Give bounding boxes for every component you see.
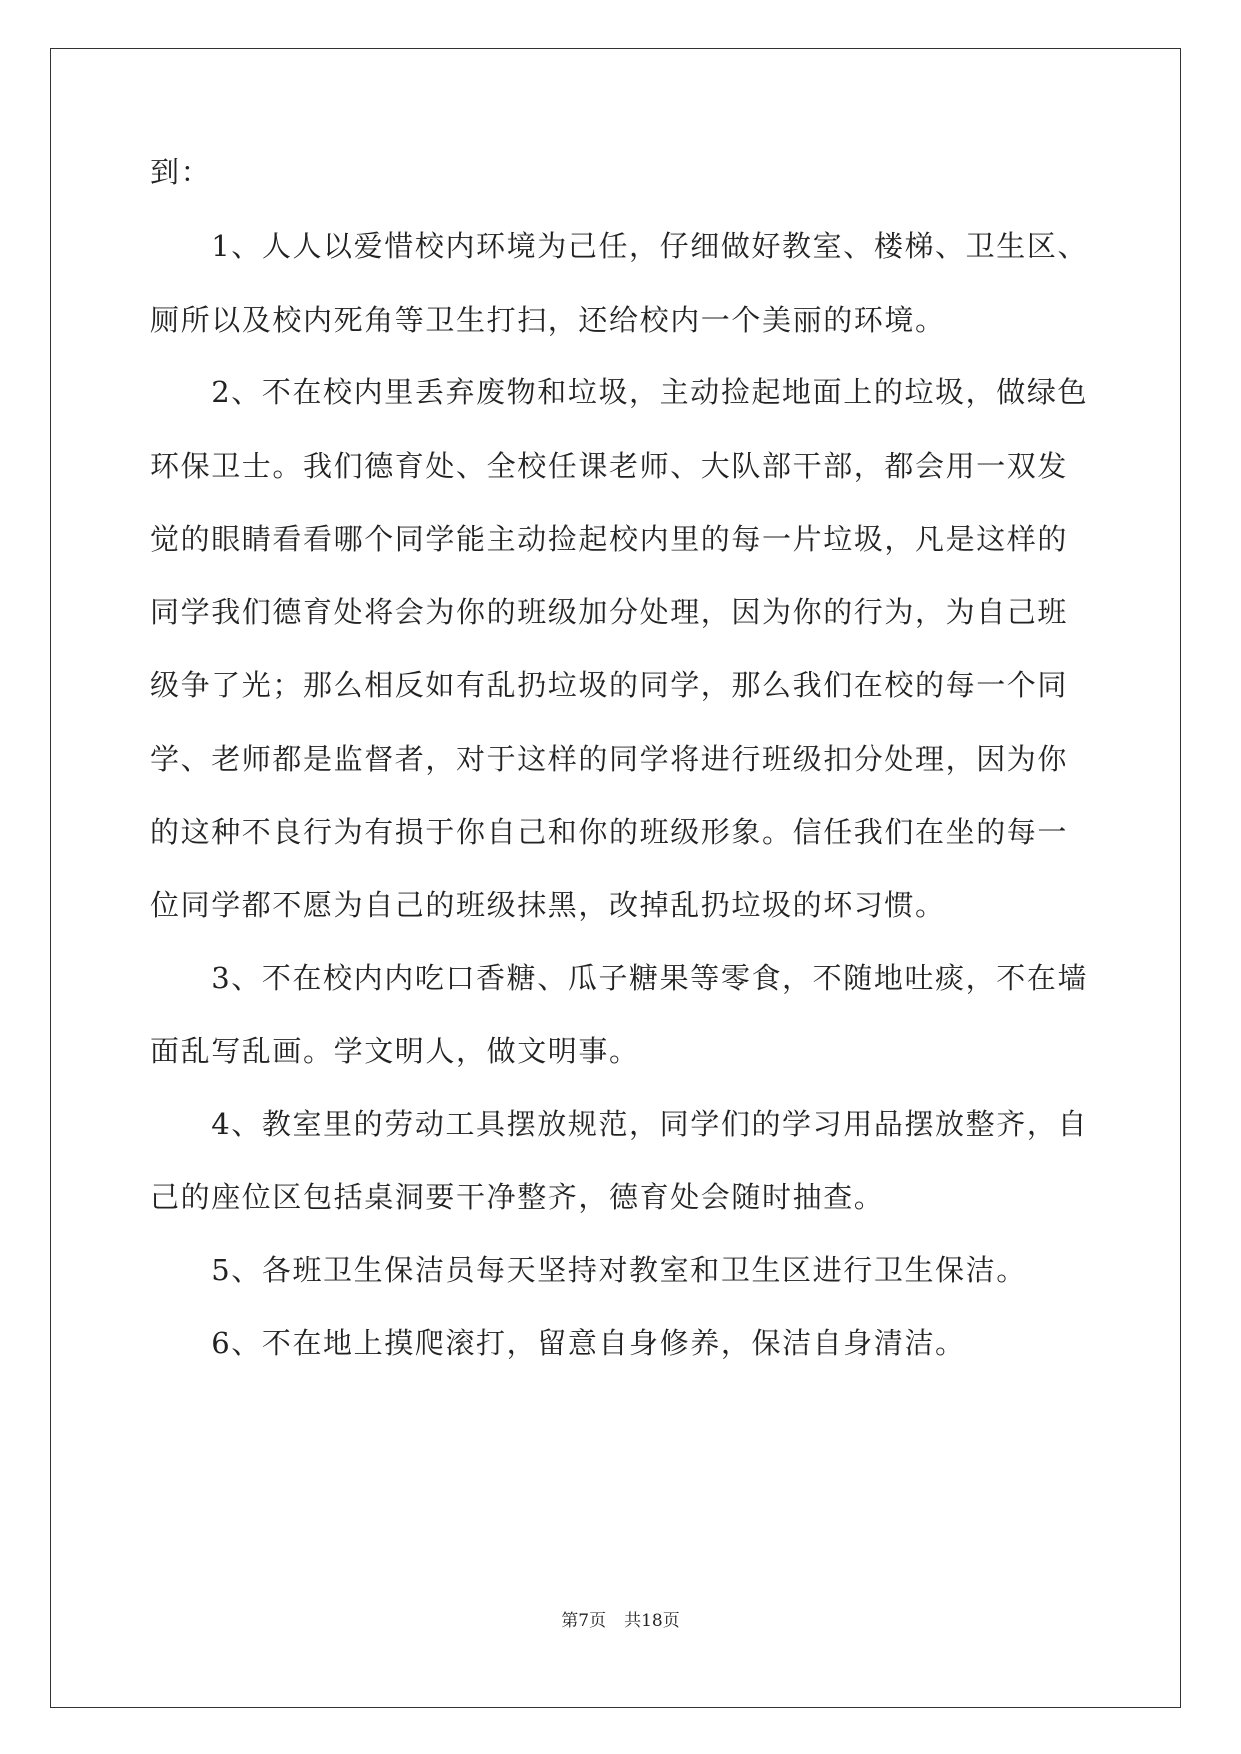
text-line: 2、不在校内里丢弃废物和垃圾，主动捡起地面上的垃圾，做绿色	[150, 375, 1089, 409]
text-line: 6、不在地上摸爬滚打，留意自身修养，保洁自身清洁。	[150, 1326, 966, 1360]
text-line: 环保卫士。我们德育处、全校任课老师、大队部干部，都会用一双发	[150, 449, 1069, 483]
text-line: 级争了光；那么相反如有乱扔垃圾的同学，那么我们在校的每一个同	[150, 668, 1069, 702]
text-line: 5、各班卫生保洁员每天坚持对教室和卫生区进行卫生保洁。	[150, 1253, 1027, 1287]
text-line: 学、老师都是监督者，对于这样的同学将进行班级扣分处理，因为你	[150, 742, 1069, 776]
text-line: 同学我们德育处将会为你的班级加分处理，因为你的行为，为自己班	[150, 595, 1069, 629]
text-line: 位同学都不愿为自己的班级抹黑，改掉乱扔垃圾的坏习惯。	[150, 888, 946, 922]
text-line: 的这种不良行为有损于你自己和你的班级形象。信任我们在坐的每一	[150, 815, 1069, 849]
text-line: 3、不在校内内吃口香糖、瓜子糖果等零食，不随地吐痰，不在墙	[150, 961, 1089, 995]
page-footer	[0, 1606, 1241, 1631]
text-line: 1、人人以爱惜校内环境为己任，仔细做好教室、楼梯、卫生区、	[150, 229, 1089, 263]
text-line: 厕所以及校内死角等卫生打扫，还给校内一个美丽的环境。	[150, 303, 946, 337]
page-number-current: 第7页	[561, 1611, 607, 1631]
page-number-total: 共18页	[624, 1611, 680, 1631]
text-line: 到：	[150, 155, 212, 189]
text-line: 面乱写乱画。学文明人，做文明事。	[150, 1034, 640, 1068]
page-border	[50, 48, 1181, 1708]
text-line: 觉的眼睛看看哪个同学能主动捡起校内里的每一片垃圾，凡是这样的	[150, 522, 1069, 556]
text-line: 己的座位区包括桌洞要干净整齐，德育处会随时抽查。	[150, 1180, 885, 1214]
text-line: 4、教室里的劳动工具摆放规范，同学们的学习用品摆放整齐，自	[150, 1107, 1089, 1141]
